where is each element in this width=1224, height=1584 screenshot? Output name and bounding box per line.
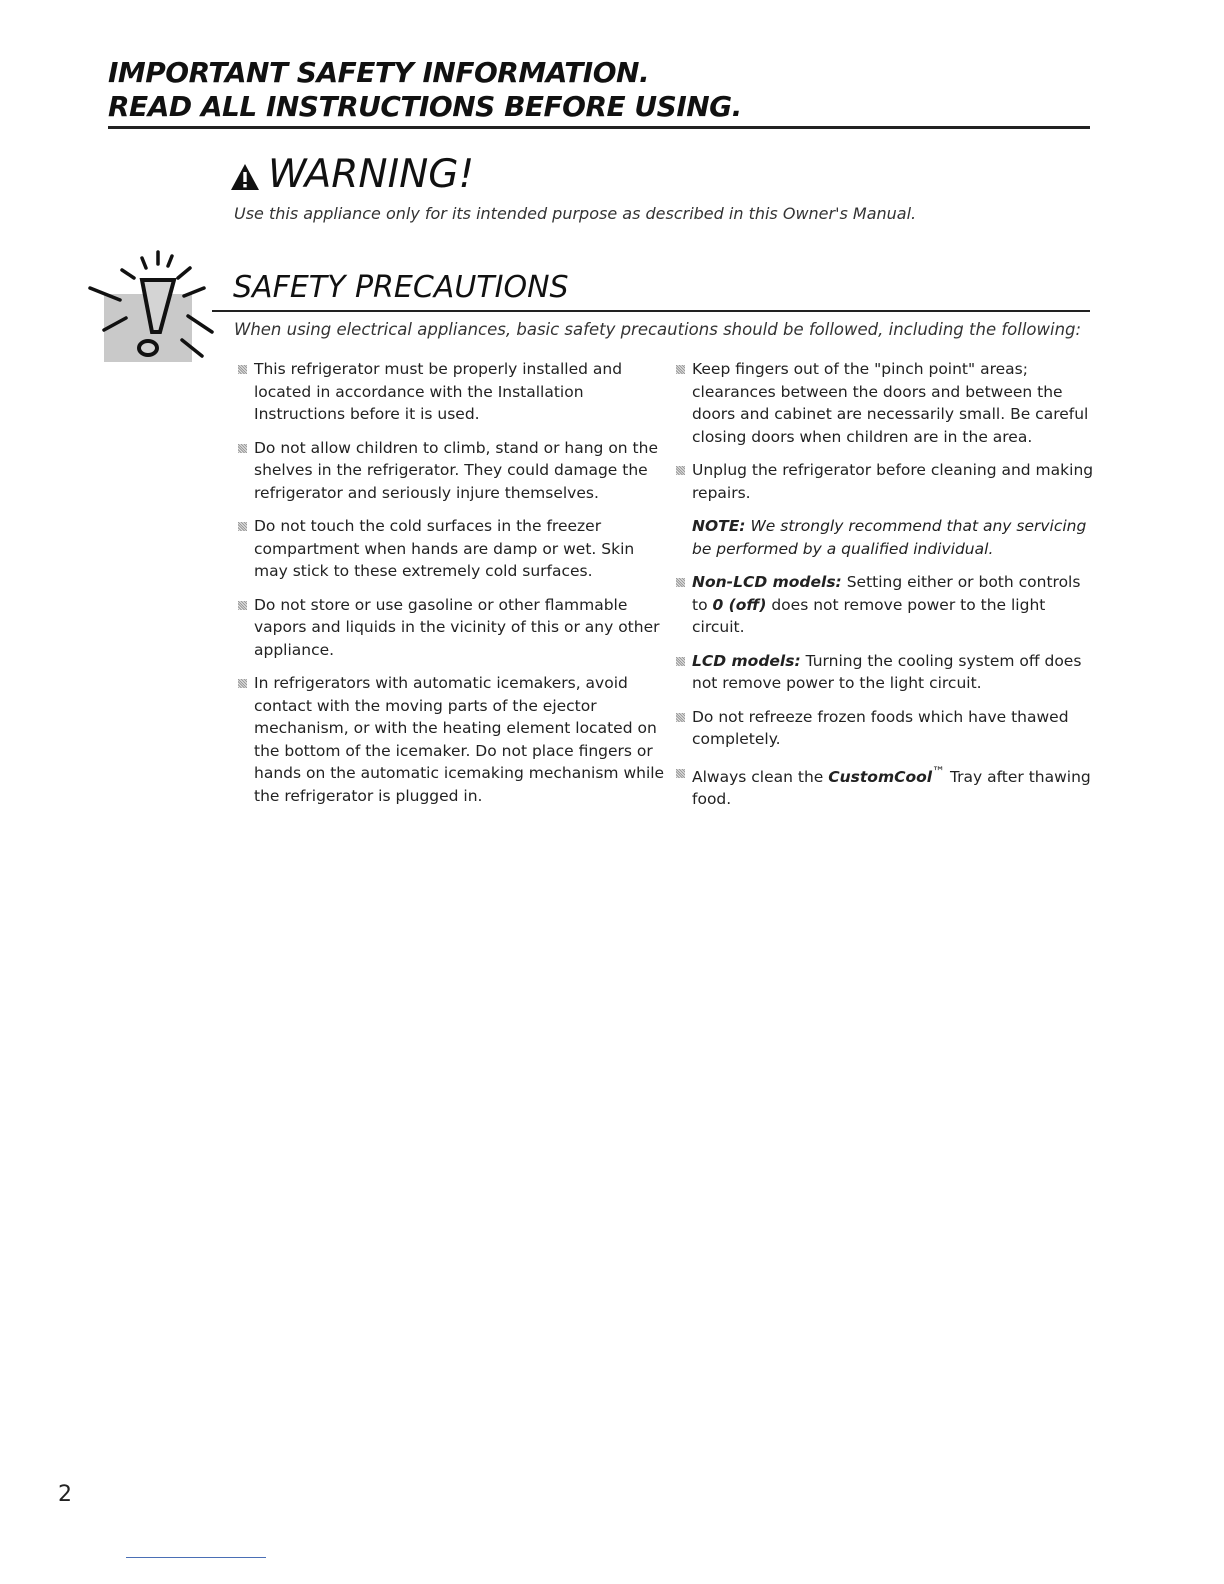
safety-rule — [212, 310, 1090, 312]
list-item — [674, 762, 1099, 811]
item-text: Unplug the refrigerator before cleaning and making repairs. — [692, 461, 1094, 502]
item-text: In refrigerators with automatic icemakers, avoid contact with the moving parts of the ejector mechanism, or with the heating element located on the bottom of the icemaker. Do not place fingers or hands on the automatic icemaking mechanism while the refrigerator is plugged in. — [254, 674, 665, 805]
note-label: NOTE: — [692, 517, 746, 535]
list-item — [236, 594, 668, 662]
list-item — [236, 437, 668, 505]
list-item — [236, 672, 668, 807]
trademark: ™ — [932, 764, 945, 780]
bullet-icon — [238, 679, 247, 688]
list-item — [236, 515, 668, 583]
list-item — [674, 650, 1099, 695]
item-text: Tray after thawing food. — [692, 767, 1091, 809]
item-text: Keep fingers out of the "pinch point" areas; clearances between the doors and between the doors and cabinet are necessarily small. Be careful closing doors when children are in the area. — [692, 360, 1089, 446]
list-item — [674, 706, 1099, 751]
safety-precautions-subtitle: When using electrical appliances, basic safety precautions should be followed, including the following: — [234, 320, 1082, 339]
item-text: Turning the cooling system off does not remove power to the light circuit. — [692, 651, 1082, 692]
bullet-icon — [676, 657, 685, 666]
item-text: does not remove power to the light circuit. — [692, 595, 1046, 636]
header-line-1: IMPORTANT SAFETY INFORMATION. — [108, 56, 650, 89]
footer-rule — [126, 1557, 266, 1558]
item-text: Do not refreeze frozen foods which have thawed completely. — [692, 707, 1069, 748]
item-label: LCD models: — [692, 651, 801, 670]
left-column — [236, 358, 668, 818]
warning-triangle-icon — [230, 163, 260, 191]
safety-alert-icon — [86, 244, 216, 366]
header-line-2: READ ALL INSTRUCTIONS BEFORE USING. — [108, 90, 742, 123]
warning-heading — [230, 152, 474, 197]
bullet-icon — [676, 713, 685, 722]
bullet-icon — [676, 769, 685, 778]
item-emphasis: 0 (off) — [712, 595, 767, 614]
bullet-icon — [238, 444, 247, 453]
item-text: This refrigerator must be properly installed and located in accordance with the Installation Instructions before it is used. — [254, 360, 623, 423]
list-item — [674, 358, 1099, 448]
note — [674, 515, 1099, 560]
safety-precautions-title: SAFETY PRECAUTIONS — [233, 270, 569, 305]
item-label: Non-LCD models: — [692, 573, 842, 591]
warning-title: WARNING! — [268, 152, 475, 197]
warning-subtitle: Use this appliance only for its intended purpose as described in this Owner's Manual. — [234, 204, 917, 223]
list-item — [674, 571, 1099, 639]
item-emphasis: CustomCool — [828, 767, 933, 786]
item-text: Setting either or both controls to — [692, 573, 1081, 614]
bullet-icon — [238, 365, 247, 374]
list-item — [674, 459, 1099, 504]
item-text: Do not store or use gasoline or other flammable vapors and liquids in the vicinity of this or any other appliance. — [254, 595, 660, 659]
right-column — [674, 358, 1099, 822]
bullet-icon — [676, 578, 685, 587]
page-number: 2 — [58, 1482, 72, 1507]
item-text: Always clean the — [692, 767, 824, 786]
list-item — [236, 358, 668, 426]
bullet-icon — [676, 466, 685, 475]
item-text: Do not touch the cold surfaces in the freezer compartment when hands are damp or wet. Skin may stick to these extremely cold surfaces. — [254, 517, 635, 580]
item-text: Do not allow children to climb, stand or hang on the shelves in the refrigerator. They could damage the refrigerator and seriously injure themselves. — [254, 438, 658, 502]
header-rule — [108, 126, 1090, 129]
bullet-icon — [676, 365, 685, 374]
bullet-icon — [238, 522, 247, 531]
bullet-icon — [238, 601, 247, 610]
note-text: We strongly recommend that any servicing be performed by a qualified individual. — [692, 517, 1087, 558]
